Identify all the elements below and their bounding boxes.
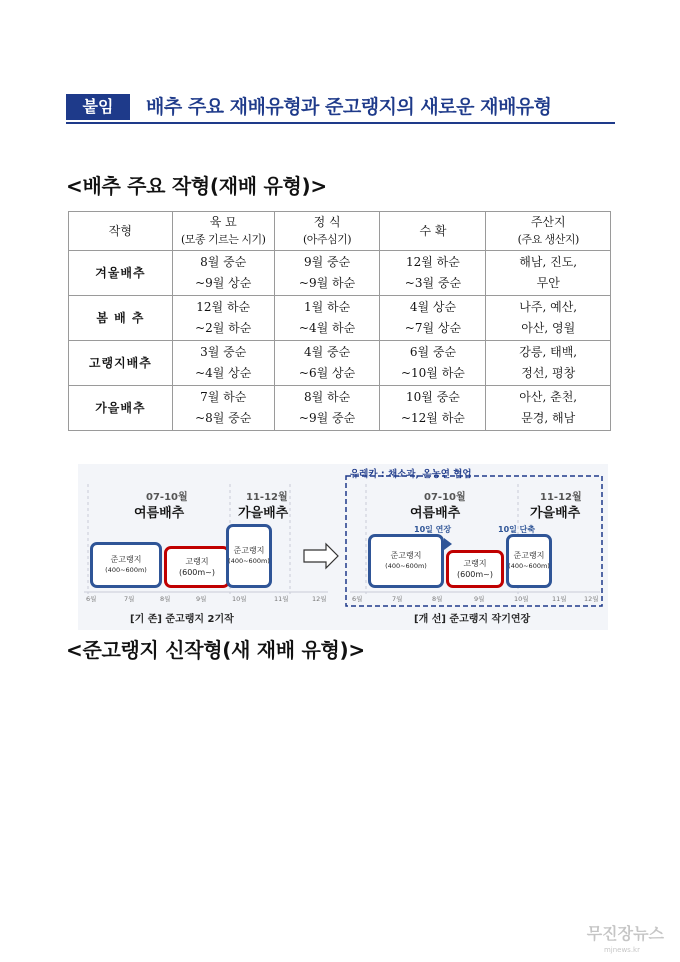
axis-month: 6월 (86, 595, 97, 603)
axis-month: 11월 (274, 595, 289, 603)
col-header-region: 주산지 (주요 생산지) (486, 212, 611, 251)
crop-name: 고랭지배추 (69, 341, 173, 386)
crop-name: 가을배추 (69, 386, 173, 431)
right-autumn-label: 가을배추 (530, 506, 581, 521)
main-region: 강릉, 태백, 정선, 평창 (486, 341, 611, 386)
main-region: 해남, 진도, 무안 (486, 251, 611, 296)
axis-month: 9월 (474, 595, 485, 603)
left-autumn-months: 11-12월 (246, 492, 288, 503)
col-header-seedling: 육 묘 (모종 기르는 시기) (172, 212, 274, 251)
right-semi-highland-box-1: 준고랭지 (400~600m) (368, 534, 444, 588)
col-header-type: 작형 (69, 212, 173, 251)
axis-month: 12월 (584, 595, 599, 603)
right-summer-label: 여름배추 (410, 506, 461, 521)
axis-month: 6월 (352, 595, 363, 603)
harvest-period: 10월 중순 ~12월 하순 (380, 386, 486, 431)
axis-month: 8월 (432, 595, 443, 603)
watermark-url: mjnews.kr (603, 946, 640, 954)
main-region: 아산, 춘천, 문경, 해남 (486, 386, 611, 431)
seedling-period: 12월 하순 ~2월 하순 (172, 296, 274, 341)
right-caption: [개 선] 준고랭지 작기연장 (414, 614, 531, 625)
table-row (69, 341, 611, 386)
table-row (69, 251, 611, 296)
table-row (69, 386, 611, 431)
table-header-row (69, 212, 611, 251)
left-autumn-label: 가을배추 (238, 506, 289, 521)
axis-month: 7월 (124, 595, 135, 603)
crop-name: 봄 배 추 (69, 296, 173, 341)
seedling-period: 3월 중순 ~4월 상순 (172, 341, 274, 386)
extend-note: 10일 연장 (414, 525, 452, 534)
left-highland-box: 고랭지 (600m~) (164, 546, 230, 588)
left-semi-highland-box-2: 준고랭지 (400~600m) (226, 524, 272, 588)
axis-month: 10월 (514, 595, 529, 603)
axis-month: 12월 (312, 595, 327, 603)
attachment-badge: 붙임 (66, 94, 130, 120)
right-summer-months: 07-10월 (424, 492, 466, 503)
cultivation-diagram (78, 464, 608, 630)
left-semi-highland-box-1: 준고랭지 (400~600m) (90, 542, 162, 588)
right-autumn-months: 11-12월 (540, 492, 582, 503)
crop-type-table (68, 211, 611, 431)
col-header-planting: 정 식 (아주심기) (274, 212, 380, 251)
table-row (69, 296, 611, 341)
axis-month: 11월 (552, 595, 567, 603)
main-region: 나주, 예산, 아산, 영월 (486, 296, 611, 341)
crop-name: 겨울배추 (69, 251, 173, 296)
shorten-note: 10일 단축 (498, 525, 536, 534)
axis-month: 7월 (392, 595, 403, 603)
left-caption: [기 존] 준고랭지 2기작 (130, 614, 234, 625)
right-highland-box: 고랭지 (600m~) (446, 550, 504, 588)
harvest-period: 12월 하순 ~3월 중순 (380, 251, 486, 296)
planting-period: 8월 하순 ~9월 중순 (274, 386, 380, 431)
axis-month: 10월 (232, 595, 247, 603)
left-summer-months: 07-10월 (146, 492, 188, 503)
planting-period: 9월 중순 ~9월 하순 (274, 251, 380, 296)
harvest-period: 6월 중순 ~10월 하순 (380, 341, 486, 386)
right-semi-highland-box-2: 준고랭지 (400~600m) (506, 534, 552, 588)
document-title: 배추 주요 재배유형과 준고랭지의 새로운 재배유형 (146, 96, 552, 118)
col-header-harvest: 수 확 (380, 212, 486, 251)
section-title-crop-types: <배추 주요 작형(재배 유형)> (66, 174, 327, 198)
document-header (66, 92, 615, 124)
axis-month: 9월 (196, 595, 207, 603)
planting-period: 4월 중순 ~6월 상순 (274, 341, 380, 386)
eureka-label: 유레카 : 채소과, 온농연 협업 (350, 469, 472, 480)
seedling-period: 8월 중순 ~9월 상순 (172, 251, 274, 296)
seedling-period: 7월 하순 ~8월 중순 (172, 386, 274, 431)
axis-month: 8월 (160, 595, 171, 603)
harvest-period: 4월 상순 ~7월 상순 (380, 296, 486, 341)
left-summer-label: 여름배추 (134, 506, 185, 521)
planting-period: 1월 하순 ~4월 하순 (274, 296, 380, 341)
section-title-new-type: <준고랭지 신작형(새 재배 유형)> (66, 638, 365, 662)
watermark-logo: 무진장뉴스 (586, 924, 664, 943)
